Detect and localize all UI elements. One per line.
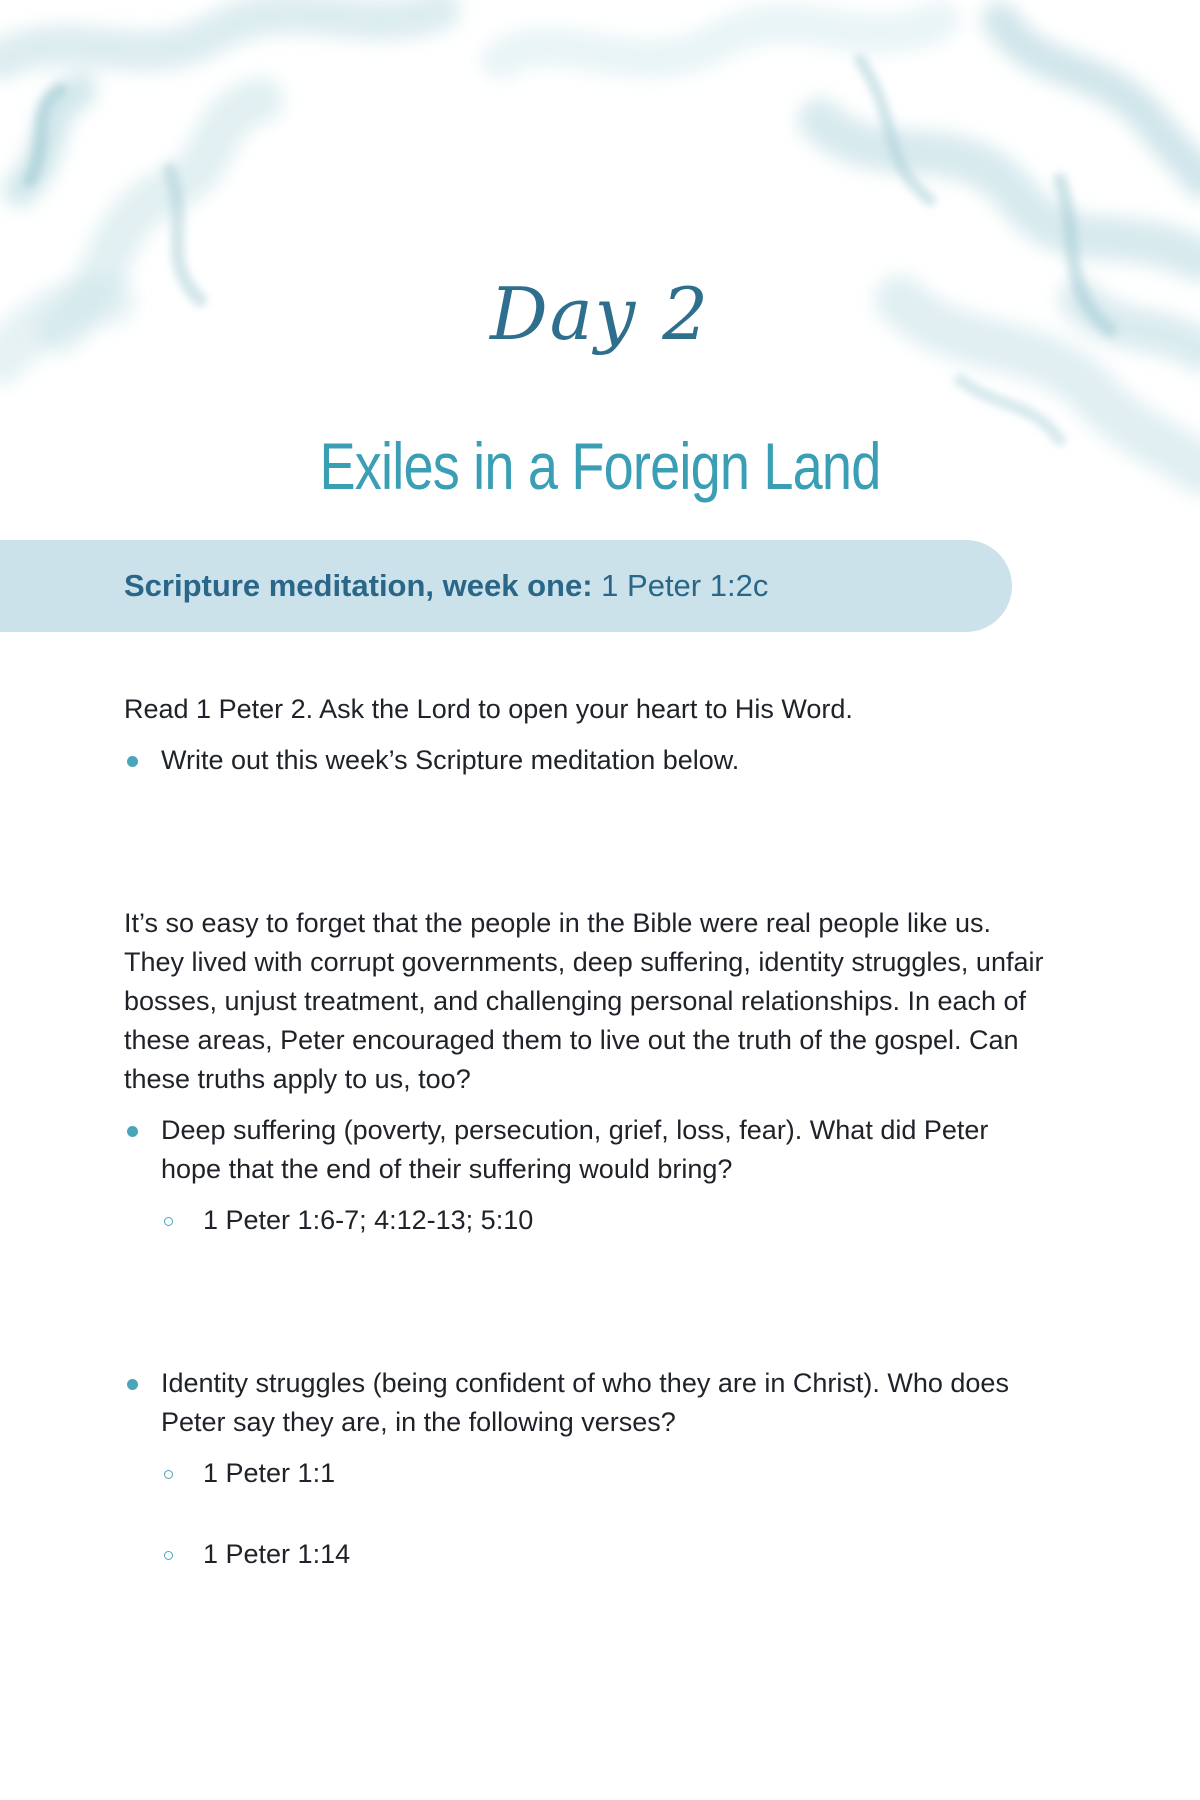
body-paragraph: It’s so easy to forget that the people in the Bible were real people like us. They lived with corrupt governments, deep suffering, identity struggles, unfair bosses, unjust treatment, and challenging personal relationships. In each of these areas, Peter encouraged them to live out the truth of the gospel. Can these truths apply to us, too?	[124, 908, 1044, 1094]
banner-label: Scripture meditation, week one:	[124, 568, 593, 603]
banner-reference: 1 Peter 1:2c	[601, 568, 769, 603]
sub-bullet-circle-icon	[164, 1470, 173, 1479]
bullet-item	[124, 741, 1044, 780]
sub-bullet-circle-icon	[164, 1217, 173, 1226]
bullet-dot-icon	[127, 1126, 138, 1137]
bullet-text: Deep suffering (poverty, persecution, grief, loss, fear). What did Peter hope that the end of their suffering would bring?	[161, 1115, 989, 1184]
sub-bullet-circle-icon	[164, 1551, 173, 1560]
bullet-dot-icon	[127, 1379, 138, 1390]
sub-item-text: 1 Peter 1:1	[203, 1458, 336, 1488]
bullet-item	[124, 1111, 1044, 1189]
content	[124, 690, 1044, 1574]
sub-item	[124, 1201, 1044, 1240]
day-title: Day 2	[489, 272, 711, 356]
scripture-banner	[0, 540, 1012, 632]
banner-text	[124, 568, 768, 604]
intro-text: Read 1 Peter 2. Ask the Lord to open your heart to His Word.	[124, 694, 853, 724]
sub-item	[124, 1454, 1044, 1493]
sub-item	[124, 1535, 1044, 1574]
bullet-text: Identity struggles (being confident of who they are in Christ). Who does Peter say they are, in the following verses?	[161, 1368, 1009, 1437]
bullet-text: Write out this week’s Scripture meditation below.	[161, 745, 740, 775]
bullet-item	[124, 1364, 1044, 1442]
sub-item-text: 1 Peter 1:6-7; 4:12-13; 5:10	[203, 1205, 534, 1235]
bullet-dot-icon	[127, 756, 138, 767]
page-title: Exiles in a Foreign Land	[319, 429, 881, 503]
sub-item-text: 1 Peter 1:14	[203, 1539, 351, 1569]
